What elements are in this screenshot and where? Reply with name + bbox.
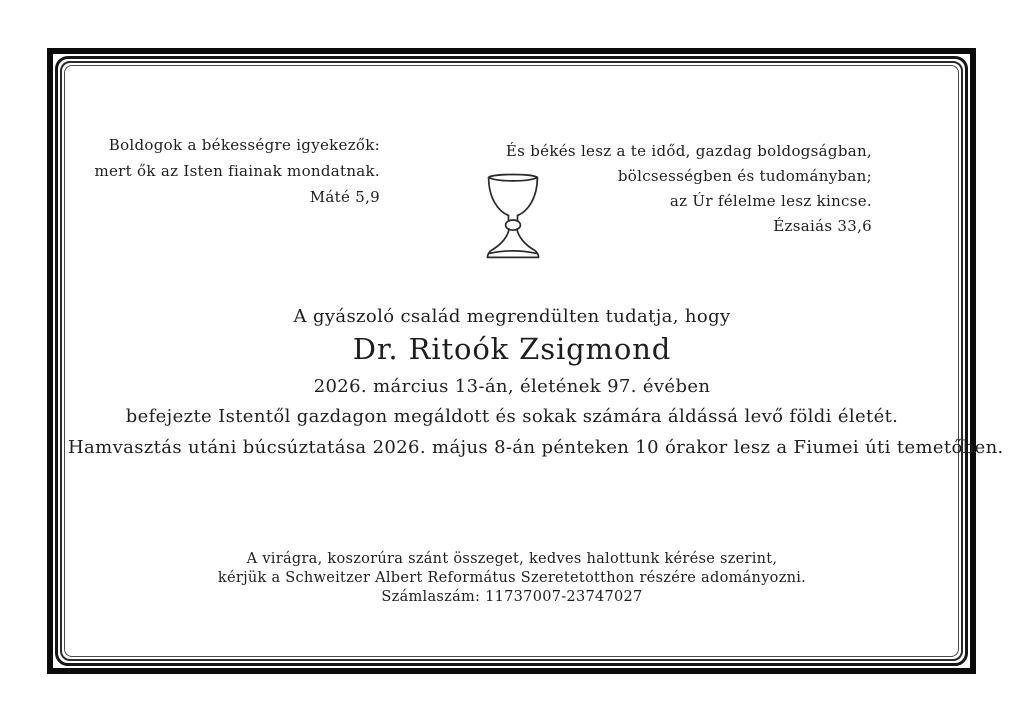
- scripture-quote-right: [506, 139, 872, 239]
- quote-line: az Úr félelme lesz kincse.: [669, 192, 872, 210]
- quote-line: Boldogok a békességre igyekezők:: [108, 136, 380, 154]
- donation-request-line: kérjük a Schweitzer Albert Református Szeretetotthon részére adományozni.: [217, 570, 807, 586]
- quote-line: bölcsességben és tudományban;: [617, 167, 872, 185]
- deceased-name: Dr. Ritoók Zsigmond: [352, 332, 672, 366]
- death-date-line: 2026. március 13-án, életének 97. évében: [313, 376, 711, 397]
- life-summary-line: befejezte Istentől gazdagon megáldott és sokak számára áldássá levő földi életét.: [125, 406, 899, 427]
- donation-account-number: Számlaszám: 11737007-23747027: [381, 589, 643, 605]
- ceremony-details-line: Hamvasztás utáni búcsúztatása 2026. május 8-án pénteken 10 órakor lesz a Fiumei úti temetőben.: [68, 437, 1004, 458]
- quote-source: Ézsaiás 33,6: [773, 217, 872, 235]
- announcement-intro: A gyászoló család megrendülten tudatja, hogy: [293, 306, 731, 327]
- quote-line: mert ők az Isten fiainak mondatnak.: [94, 162, 380, 180]
- quote-line: És békés lesz a te időd, gazdag boldogságban,: [505, 142, 872, 160]
- donation-request-line: A virágra, koszorúra szánt összeget, kedves halottunk kérése szerint,: [246, 551, 778, 567]
- scripture-quote-left: [94, 132, 380, 210]
- quote-source: Máté 5,9: [309, 188, 380, 206]
- chalice-icon: [477, 165, 549, 267]
